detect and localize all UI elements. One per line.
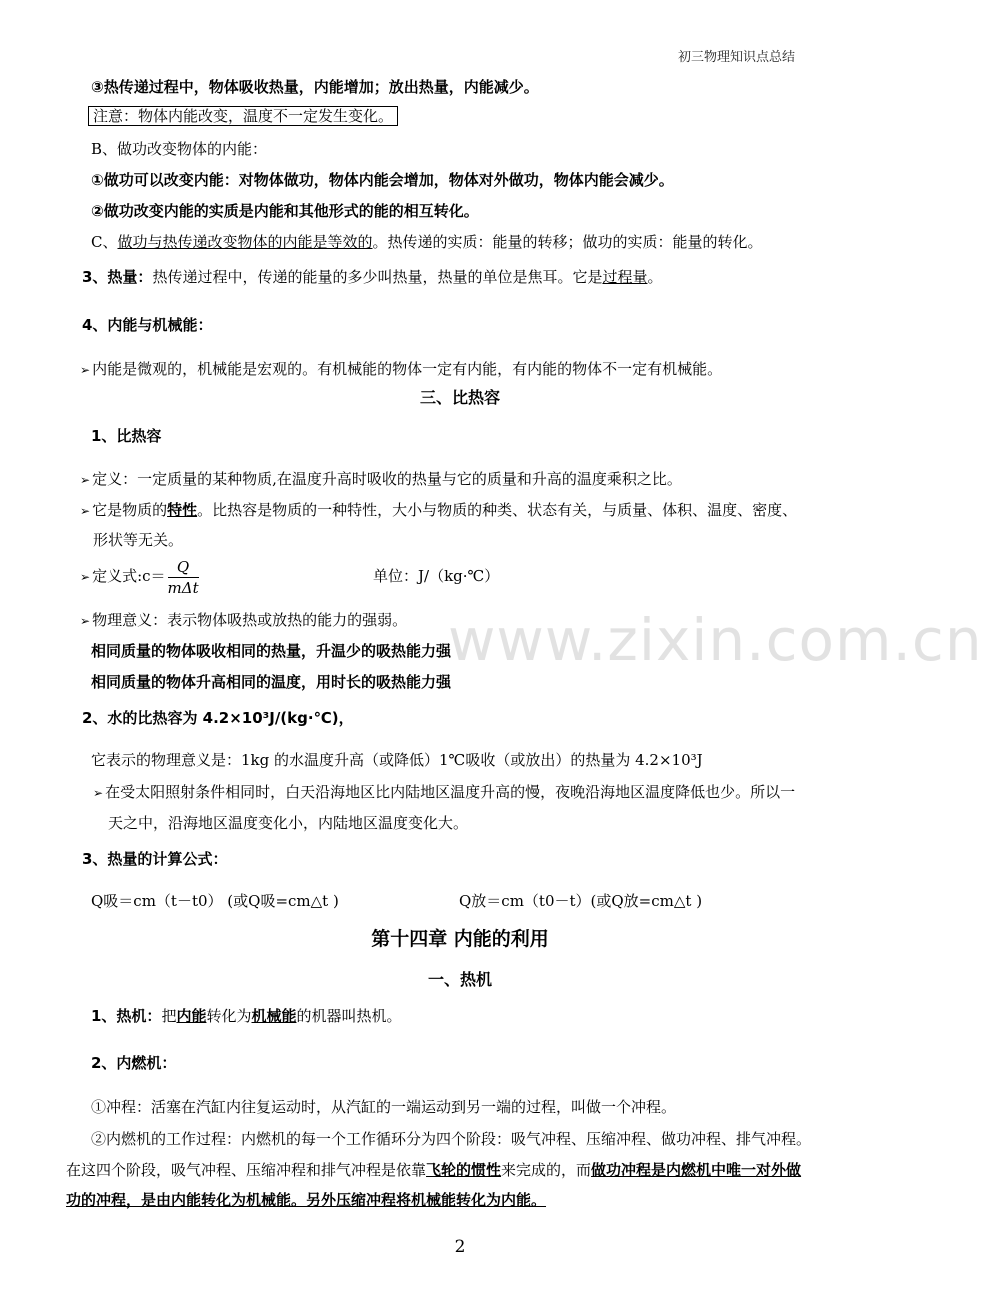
property-text-a: 它是物质的	[92, 501, 168, 519]
formula-numerator: Q	[168, 557, 199, 578]
coastal-item	[93, 782, 795, 803]
ice-title: 2、内燃机：	[91, 1054, 177, 1072]
heat-calc-title: 3、热量的计算公式：	[82, 850, 228, 868]
work-cycle-line-2	[66, 1160, 801, 1180]
c-underlined: 做功与热传递改变物体的内能是等效的	[117, 233, 373, 251]
meaning-text: 物理意义：表示物体吸热或放热的能力的强弱。	[92, 611, 408, 629]
formula-denominator: mΔt	[167, 578, 199, 597]
heat-quantity-label: 3、热量：	[82, 268, 153, 286]
section-b-title: B、做功改变物体的内能：	[91, 140, 268, 158]
page-header: 初三物理知识点总结	[677, 50, 795, 65]
definition-item	[80, 469, 682, 490]
flywheel-inertia-term: 飞轮的惯性	[426, 1161, 502, 1179]
mechanical-energy-term: 机械能	[251, 1007, 297, 1025]
heat-engine-text-c: 转化为	[206, 1007, 252, 1025]
property-item	[80, 500, 797, 521]
heat-engine-text-e: 的机器叫热机。	[296, 1007, 402, 1025]
heat-engine-text-a: 把	[161, 1007, 177, 1025]
specific-heat-subtitle: 1、比热容	[91, 427, 162, 445]
cycle-text-c: 来完成的，而	[501, 1161, 592, 1179]
arrow-bullet-icon: ➢	[80, 363, 91, 377]
meaning-item	[80, 610, 407, 631]
watermark: www.zixin.com.cn	[448, 606, 983, 674]
heat-quantity-text: 热传递过程中，传递的能量的多少叫热量，热量的单位是焦耳。它是	[152, 268, 603, 286]
arrow-bullet-icon: ➢	[80, 504, 91, 518]
work-point-2: ②做功改变内能的实质是内能和其他形式的能的相互转化。	[91, 202, 479, 220]
formula-absorb: Q吸＝cm（t－t0） (或Q吸=cm△t )	[91, 892, 339, 910]
definition-text: 定义：一定质量的某种物质,在温度升高时吸收的热量与它的质量和升高的温度乘积之比。	[92, 470, 682, 488]
internal-energy-term: 内能	[176, 1007, 207, 1025]
c-prefix: C、	[91, 233, 118, 251]
cycle-text-a: 在这四个阶段，吸气冲程、压缩冲程和排气冲程是依靠	[66, 1161, 427, 1179]
formula-fraction	[168, 557, 199, 598]
arrow-bullet-icon: ➢	[80, 570, 91, 584]
heat-quantity-line	[82, 267, 662, 287]
formula-prefix: 定义式:c＝	[92, 567, 166, 585]
arrow-bullet-icon: ➢	[93, 786, 104, 800]
coastal-continuation: 天之中，沿海地区温度变化小，内陆地区温度变化大。	[108, 814, 469, 832]
meaning-line-1: 相同质量的物体吸收相同的热量，升温少的吸热能力强	[91, 642, 452, 660]
c-rest: 。热传递的实质：能量的转移；做功的实质：能量的转化。	[372, 233, 763, 251]
stroke-definition: ①冲程：活塞在汽缸内往复运动时，从汽缸的一端运动到另一端的过程，叫做一个冲程。	[91, 1098, 677, 1116]
arrow-bullet-icon: ➢	[80, 473, 91, 487]
work-cycle-line: ②内燃机的工作过程：内燃机的每一个工作循环分为四个阶段：吸气冲程、压缩冲程、做功冲程、排气冲程。	[91, 1130, 812, 1148]
section-heading-specific-heat: 三、比热容	[419, 388, 500, 407]
section-heading-heat-engine: 一、热机	[427, 970, 492, 989]
property-continuation: 形状等无关。	[93, 531, 184, 549]
internal-vs-mechanical-title: 4、内能与机械能：	[82, 316, 213, 334]
page-number: 2	[454, 1237, 466, 1257]
section-c-line	[91, 232, 763, 252]
heat-engine-label: 1、热机：	[91, 1007, 162, 1025]
coastal-text-a: 在受太阳照射条件相同时，白天沿海地区比内陆地区温度升高的慢，夜晚沿海地区温度降低也少。所以一	[105, 783, 796, 801]
process-quantity-term: 过程量	[602, 268, 648, 286]
property-text-c: 。比热容是物质的一种特性，大小与物质的种类、状态有关，与质量、体积、温度、密度、	[197, 501, 798, 519]
internal-vs-mechanical-item	[80, 359, 722, 380]
note-text: 注意：物体内能改变，温度不一定发生变化。	[88, 106, 398, 126]
meaning-line-2: 相同质量的物体升高相同的温度，用时长的吸热能力强	[91, 673, 452, 691]
internal-vs-mechanical-text: 内能是微观的，机械能是宏观的。有机械能的物体一定有内能，有内能的物体不一定有机械能。	[92, 360, 723, 378]
work-cycle-line-3: 功的冲程，是由内能转化为机械能。另外压缩冲程将机械能转化为内能。	[66, 1191, 547, 1209]
chapter-title: 第十四章 内能的利用	[371, 928, 549, 950]
property-keyword: 特性	[167, 501, 198, 519]
unit-text: 单位：J/（kg·℃）	[373, 567, 500, 585]
formula-release: Q放＝cm（t0－t）(或Q放=cm△t )	[459, 892, 703, 910]
heat-transfer-point-3: ③热传递过程中，物体吸收热量，内能增加；放出热量，内能减少。	[91, 78, 539, 96]
water-specific-heat-title: 2、水的比热容为 4.2×10³J/(kg·℃)，	[82, 709, 354, 727]
heat-quantity-end: 。	[647, 268, 663, 286]
power-stroke-emphasis: 做功冲程是内燃机中唯一对外做	[591, 1161, 802, 1179]
heat-engine-line	[91, 1006, 402, 1026]
arrow-bullet-icon: ➢	[80, 614, 91, 628]
water-meaning: 它表示的物理意义是：1kg 的水温度升高（或降低）1℃吸收（或放出）的热量为 4.2×10³J	[91, 751, 703, 769]
formula-item	[80, 556, 199, 598]
work-point-1: ①做功可以改变内能：对物体做功，物体内能会增加，物体对外做功，物体内能会减少。	[91, 171, 674, 189]
note-box	[88, 106, 398, 126]
